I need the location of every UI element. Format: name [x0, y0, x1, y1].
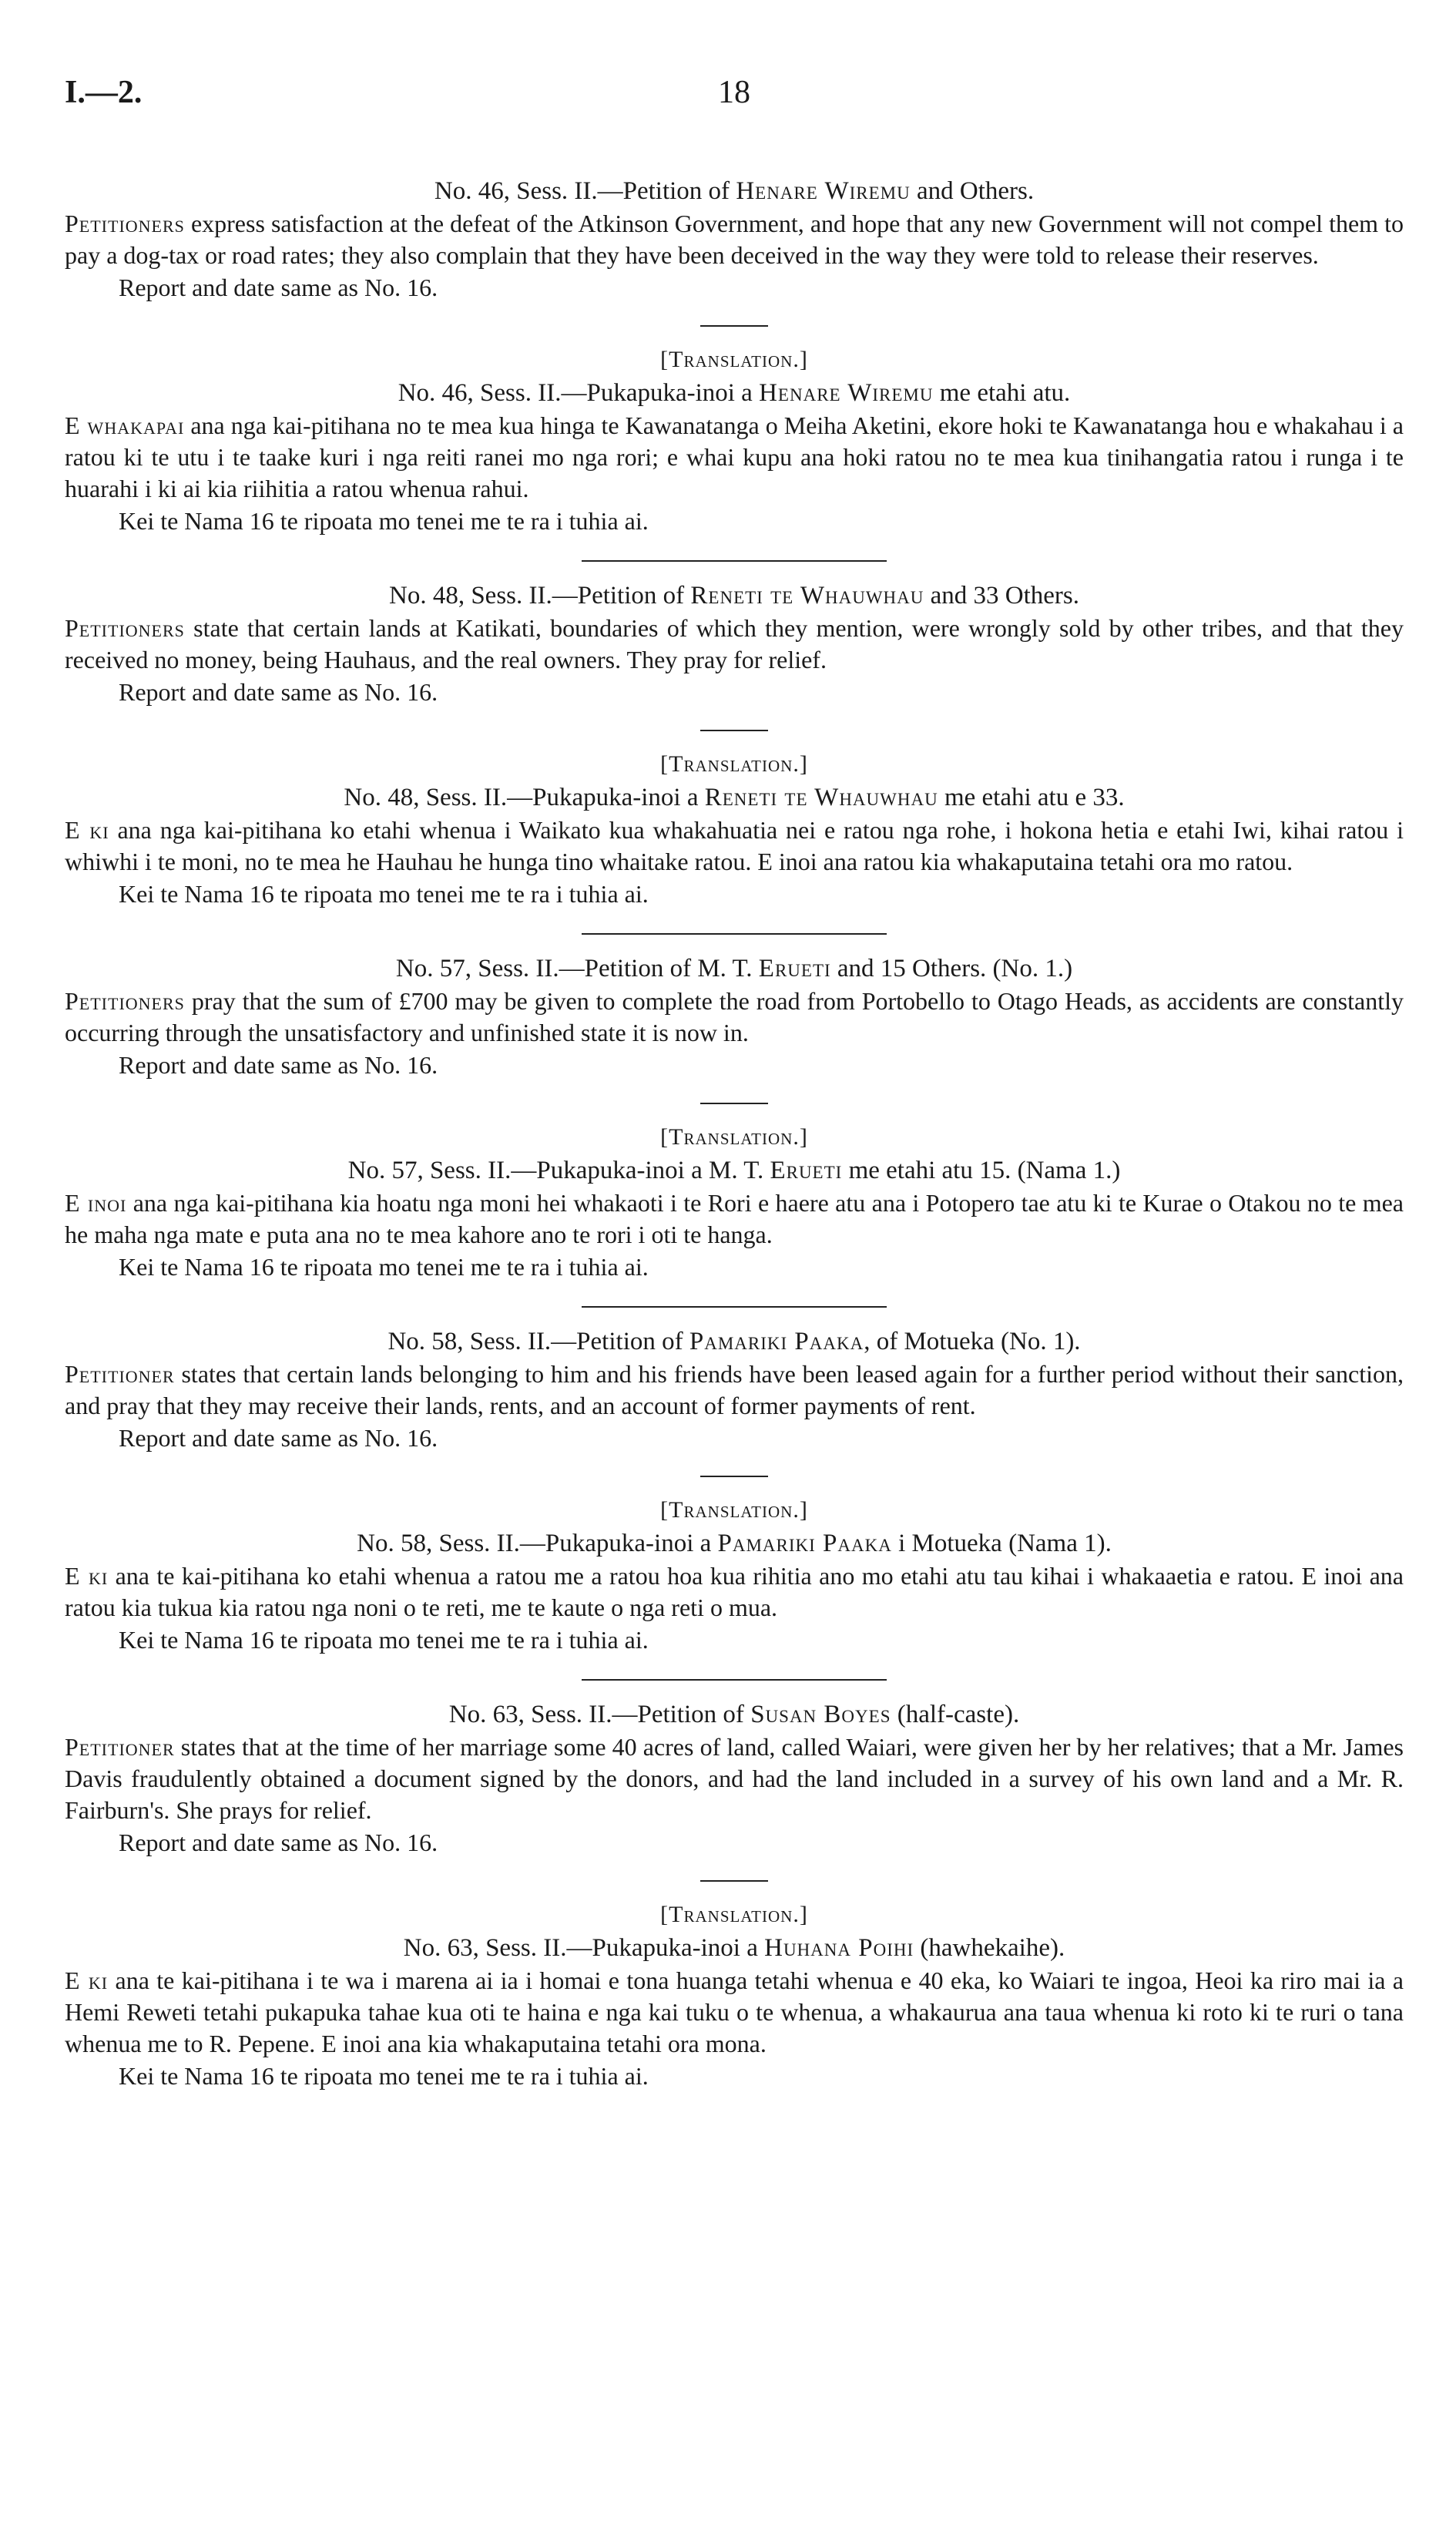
title-prefix: No. 57, Sess. II.—Pukapuka-inoi a M. T.: [347, 1157, 770, 1184]
title-suffix: (hawhekaihe).: [914, 1934, 1065, 1962]
title-prefix: No. 58, Sess. II.—Petition of: [387, 1328, 689, 1355]
petitioner-name: Reneti te Whauwhau: [704, 784, 938, 811]
petition-title: [65, 1154, 1404, 1187]
translation-divider: [700, 1476, 768, 1477]
title-suffix: , of Motueka (No. 1).: [864, 1328, 1081, 1355]
report-note: Report and date same as No. 16.: [119, 274, 438, 301]
body-lead: E whakapai: [65, 411, 185, 439]
body-text: ana nga kai-pitihana ko etahi whenua i Waikato kua whakahuatia nei e ratou nga rohe, i hokona hetia e etahi Iwi, kihai ratou i whiwhi i te moni, no te mea he Hauhau he hunga tino whaitake ratou. E inoi ana ratou kia whakaputaina tetahi ora mo ratou.: [65, 816, 1404, 875]
petition-translation: [65, 325, 1404, 537]
translation-label: [Translation.]: [660, 1124, 808, 1150]
petition-title: [65, 1931, 1404, 1965]
section-divider: [582, 1306, 887, 1308]
body-text: state that certain lands at Katikati, boundaries of which they mention, were wrongly sold by other tribes, and that they received no money, being Hauhaus, and the real owners. They pray for relief.: [65, 614, 1404, 673]
title-prefix: No. 46, Sess. II.—Pukapuka-inoi a: [398, 379, 760, 407]
section-divider: [582, 1679, 887, 1681]
petitioner-name: Reneti te Whauwhau: [690, 582, 924, 610]
petition-body: [65, 814, 1404, 878]
body-lead: E ki: [65, 1966, 109, 1994]
title-suffix: i Motueka (Nama 1).: [891, 1530, 1112, 1557]
body-lead: E ki: [65, 816, 109, 844]
petitioner-name: Susan Boyes: [750, 1701, 891, 1728]
petitioner-name: Huhana Poihi: [764, 1934, 914, 1962]
petition-list: [65, 174, 1404, 2092]
petition-english: [65, 1698, 1404, 1859]
title-suffix: me etahi atu e 33.: [938, 784, 1125, 811]
petition-body: [65, 1560, 1404, 1624]
body-text: ana nga kai-pitihana kia hoatu nga moni hei whakaoti i te Rori e haere atu ana i Potopero tae atu ki te Kurae o Otakou no te mea he maha nga mate e puta ana no te mea kahore ano te rori i oti te hanga.: [65, 1189, 1404, 1248]
petition-section: [65, 1306, 1404, 1656]
petition-body: [65, 208, 1404, 271]
petition-translation: [65, 1476, 1404, 1656]
report-note: Kei te Nama 16 te ripoata mo tenei me te ra i tuhia ai.: [119, 2062, 649, 2090]
petition-title: [65, 781, 1404, 814]
report-note: Report and date same as No. 16.: [119, 1424, 438, 1452]
petition-title: [65, 174, 1404, 208]
document-page: [65, 74, 1404, 2114]
report-note: Kei te Nama 16 te ripoata mo tenei me te ra i tuhia ai.: [119, 1253, 649, 1281]
body-text: ana te kai-pitihana i te wa i marena ai ia i homai e tona huanga tetahi whenua e 40 eka, ko Waiari te ingoa, Heoi ka riro mai ia a Hemi Reweti tetahi pukapuka tahae kua oti te haina e nga kai tuku o te whenua, a whakaurua ana taua whenua ki roto ki te ruri o tana whenua me to R. Pepene. E inoi ana kia whakaputaina tetahi ora mona.: [65, 1966, 1404, 2057]
petition-body: [65, 613, 1404, 676]
body-lead: E inoi: [65, 1189, 127, 1217]
report-note: Report and date same as No. 16.: [119, 1829, 438, 1856]
petition-title: [65, 1526, 1404, 1560]
title-suffix: and 33 Others.: [924, 582, 1079, 610]
petitioner-name: Erueti: [770, 1157, 843, 1184]
report-note: Report and date same as No. 16.: [119, 678, 438, 706]
petitioner-name: Pamariki Paaka: [717, 1530, 892, 1557]
petition-translation: [65, 1103, 1404, 1283]
report-note: Kei te Nama 16 te ripoata mo tenei me te ra i tuhia ai.: [119, 880, 649, 908]
petition-title: [65, 1698, 1404, 1731]
title-suffix: me etahi atu 15. (Nama 1.): [842, 1157, 1121, 1184]
title-prefix: No. 58, Sess. II.—Pukapuka-inoi a: [357, 1530, 718, 1557]
page-number: 18: [718, 75, 750, 110]
petition-title: [65, 376, 1404, 410]
translation-divider: [700, 1880, 768, 1882]
translation-divider: [700, 730, 768, 731]
translation-label: [Translation.]: [660, 347, 808, 372]
title-suffix: and 15 Others. (No. 1.): [830, 955, 1073, 982]
translation-label: [Translation.]: [660, 1902, 808, 1927]
body-text: states that certain lands belonging to him and his friends have been leased again for a further period without their sanction, and pray that they may receive their lands, rents, and an account of former payments of rent.: [65, 1360, 1404, 1419]
petition-body: [65, 1358, 1404, 1422]
title-prefix: No. 46, Sess. II.—Petition of: [434, 177, 736, 205]
petition-title: [65, 952, 1404, 986]
petitioner-name: Pamariki Paaka: [689, 1328, 864, 1355]
petition-section: [65, 1679, 1404, 2092]
body-lead: E ki: [65, 1562, 109, 1590]
petition-section: [65, 933, 1404, 1283]
section-divider: [582, 560, 887, 562]
body-lead: Petitioners: [65, 987, 185, 1015]
title-suffix: (half-caste).: [891, 1701, 1020, 1728]
translation-divider: [700, 325, 768, 327]
petitioner-name: Erueti: [758, 955, 831, 982]
petition-english: [65, 952, 1404, 1081]
title-prefix: No. 63, Sess. II.—Petition of: [448, 1701, 751, 1728]
report-note: Kei te Nama 16 te ripoata mo tenei me te ra i tuhia ai.: [119, 507, 649, 535]
title-suffix: me etahi atu.: [933, 379, 1071, 407]
petition-body: [65, 1187, 1404, 1251]
petition-translation: [65, 730, 1404, 910]
petition-english: [65, 1325, 1404, 1454]
body-text: states that at the time of her marriage some 40 acres of land, called Waiari, were given her by her relatives; that a Mr. James Davis fraudulently obtained a document signed by the donors, and had the land included in a survey of his own land and a Mr. R. Fairburn's. She prays for relief.: [65, 1733, 1404, 1824]
title-prefix: No. 48, Sess. II.—Pukapuka-inoi a: [344, 784, 705, 811]
report-note: Kei te Nama 16 te ripoata mo tenei me te ra i tuhia ai.: [119, 1626, 649, 1654]
body-text: ana te kai-pitihana ko etahi whenua a ratou me a ratou hoa kua rihitia ano mo etahi atu tau kihai i whakaaetia e ratou. E inoi ana ratou kia tukua kia ratou nga noni o te reti, me te kaute o nga reti o mua.: [65, 1562, 1404, 1621]
section-divider: [582, 933, 887, 935]
body-text: ana nga kai-pitihana no te mea kua hinga te Kawanatanga o Meiha Aketini, ekore hoki te Kawanatanga hou e whakahau i a ratou ki te utu i te taake kuri i nga reiti ranei mo nga rori; e whai kupu ana hoki ratou no te mea kua tinihangatia ratou i runga i te huarahi i ki ai kia riihitia a ratou whenua rahui.: [65, 411, 1404, 502]
paper-reference: I.—2.: [65, 75, 143, 110]
body-lead: Petitioner: [65, 1733, 175, 1761]
body-text: pray that the sum of £700 may be given to complete the road from Portobello to Otago Heads, as accidents are constantly occurring through the unsatisfactory and unfinished state it is now in.: [65, 987, 1404, 1046]
petition-body: [65, 1731, 1404, 1826]
petition-section: [65, 174, 1404, 537]
petitioner-name: Henare Wiremu: [736, 177, 911, 205]
report-note: Report and date same as No. 16.: [119, 1051, 438, 1079]
title-suffix: and Others.: [910, 177, 1035, 205]
page-header: [65, 74, 1404, 120]
petition-body: [65, 1965, 1404, 2060]
title-prefix: No. 57, Sess. II.—Petition of M. T.: [395, 955, 759, 982]
petition-english: [65, 174, 1404, 304]
petition-section: [65, 560, 1404, 910]
translation-label: [Translation.]: [660, 751, 808, 777]
body-lead: Petitioners: [65, 210, 185, 237]
title-prefix: No. 63, Sess. II.—Pukapuka-inoi a: [403, 1934, 765, 1962]
petitioner-name: Henare Wiremu: [759, 379, 934, 407]
petition-body: [65, 410, 1404, 505]
translation-label: [Translation.]: [660, 1497, 808, 1523]
body-lead: Petitioners: [65, 614, 185, 642]
petition-title: [65, 1325, 1404, 1358]
body-text: express satisfaction at the defeat of the Atkinson Government, and hope that any new Government will not compel them to pay a dog-tax or road rates; they also complain that they have been deceived in the way they were told to release their reserves.: [65, 210, 1404, 269]
body-lead: Petitioner: [65, 1360, 175, 1388]
petition-translation: [65, 1880, 1404, 2092]
petition-body: [65, 986, 1404, 1049]
petition-title: [65, 579, 1404, 613]
title-prefix: No. 48, Sess. II.—Petition of: [388, 582, 691, 610]
translation-divider: [700, 1103, 768, 1104]
petition-english: [65, 579, 1404, 708]
